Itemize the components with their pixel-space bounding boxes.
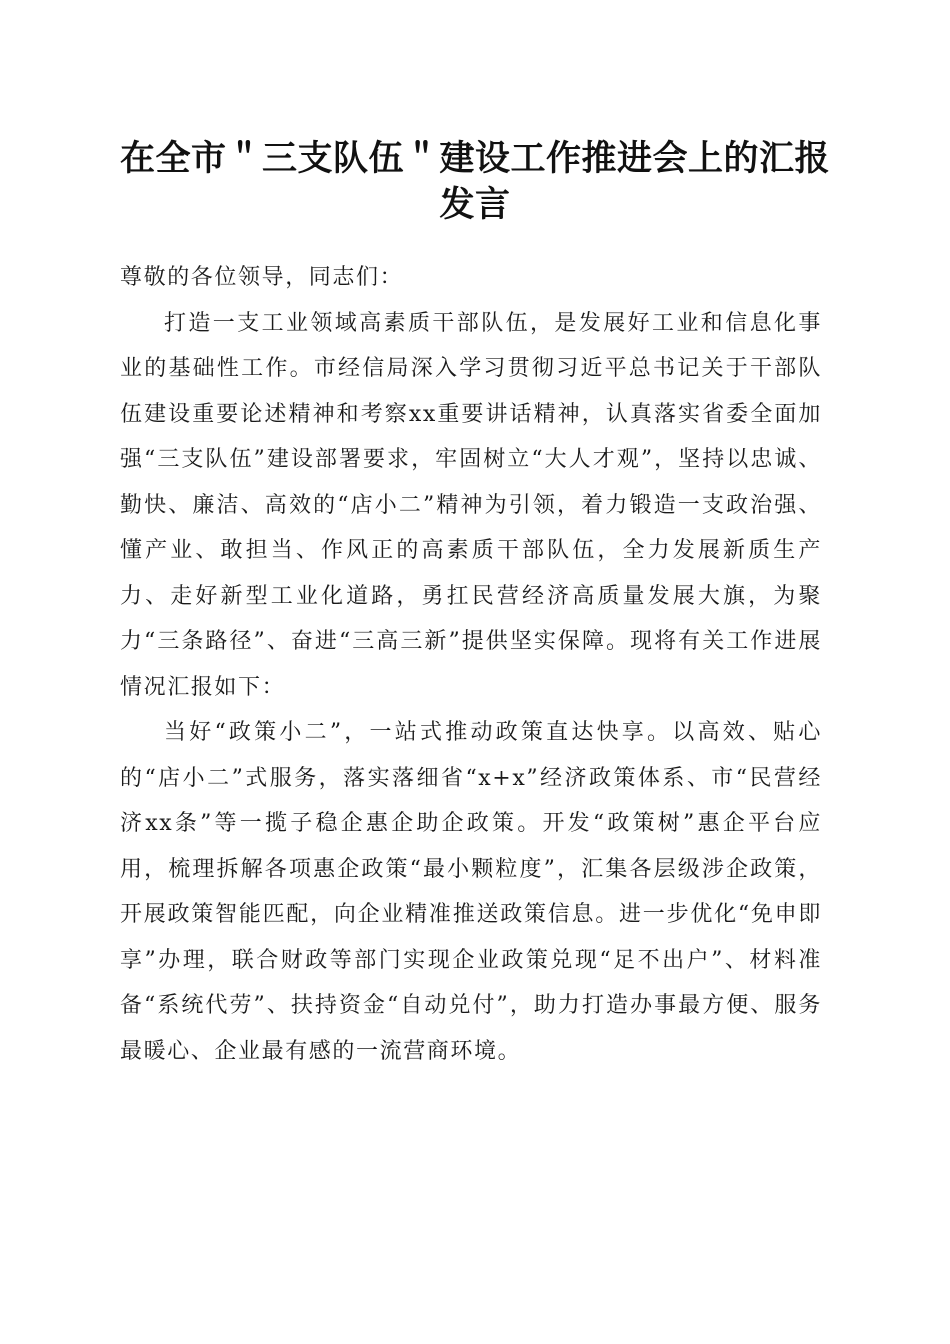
paragraph-policy: 当好“政策小二”，一站式推动政策直达快享。以高效、贴心的“店小二”式服务，落实落细省“x+x”经济政策体系、市“民营经济xx条”等一揽子稳企惠企助企政策。开发“政策树”惠企平台应用，梳理拆解各项惠企政策“最小颗粒度”，汇集各层级涉企政策，开展政策智能匹配，向企业精准推送政策信息。进一步优化“免申即享”办理，联合财政等部门实现企业政策兑现“足不出户”、材料准备“系统代劳”、扶持资金“自动兑付”，助力打造办事最方便、服务最暖心、企业最有感的一流营商环境。 [120, 720, 822, 1064]
document-body [120, 255, 822, 1074]
document-title: 在全市＂三支队伍＂建设工作推进会上的汇报发言 [119, 138, 830, 225]
paragraph-intro: 打造一支工业领域高素质干部队伍，是发展好工业和信息化事业的基础性工作。市经信局深入学习贯彻习近平总书记关于干部队伍建设重要论述精神和考察xx重要讲话精神，认真落实省委全面加强“三支队伍”建设部署要求，牢固树立“大人才观”，坚持以忠诚、勤快、廉洁、高效的“店小二”精神为引领，着力锻造一支政治强、懂产业、敢担当、作风正的高素质干部队伍，全力发展新质生产力、走好新型工业化道路，勇扛民营经济高质量发展大旗，为聚力“三条路径”、奋进“三高三新”提供坚实保障。现将有关工作进展情况汇报如下： [120, 310, 822, 700]
salutation: 尊敬的各位领导，同志们： [120, 265, 404, 290]
